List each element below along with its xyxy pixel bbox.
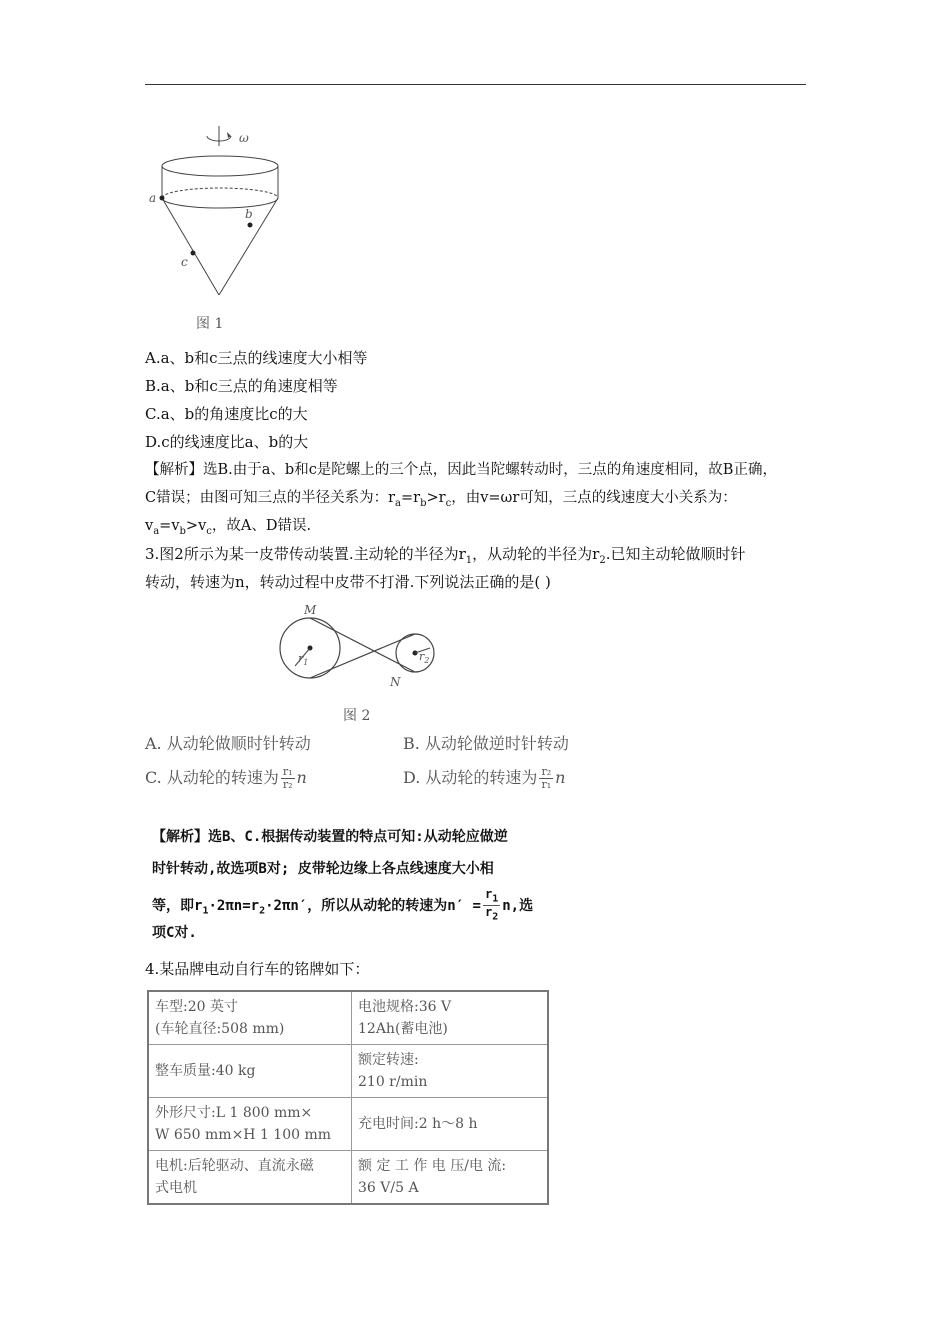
table-cell: 车型:20 英寸 (车轮直径:508 mm) [148,991,352,1045]
q3-option-b: B. 从动轮做逆时针转动 [403,734,569,753]
table-row [148,1151,548,1205]
table-cell: 电池规格:36 V 12Ah(蓄电池) [352,991,549,1045]
figure1-caption: 图 1 [196,316,224,332]
label-r1: $r_1$ [298,652,309,667]
q2-option-b: B.a、b和c三点的角速度相等 [145,377,338,395]
q3-option-c: C. 从动轮的转速为 $\frac{\text{r₁}}{\text{r₂}}$ n [145,765,307,791]
q3-analysis-line1: 【解析】选B、C.根据传动装置的特点可知:从动轮应做逆 [152,829,508,845]
omega-label: ω [239,131,249,145]
table-cell: 额 定 工 作 电 压/电 流: 36 V/5 A [352,1151,549,1205]
table-cell: 额定转速: 210 r/min [352,1045,549,1098]
point-c-label: c [181,255,188,269]
q3-analysis-line2: 时针转动,故选项B对; 皮带轮边缘上各点线速度大小相 [152,861,494,877]
table-cell: 电机:后轮驱动、直流永磁 式电机 [148,1151,352,1205]
q3-option-a: A. 从动轮做顺时针转动 [145,734,311,753]
nameplate-table [147,990,549,1205]
point-b-label: b [245,207,253,221]
label-n: N [390,675,401,689]
header-rule [145,84,806,85]
label-r2: $r_2$ [419,650,430,665]
table-cell: 充电时间:2 h～8 h [352,1098,549,1151]
q3-stem-line2: 转动，转速为n，转动过程中皮带不打滑.下列说法正确的是( ) [145,573,551,591]
table-cell: 整车质量:40 kg [148,1045,352,1098]
table-row [148,1098,548,1151]
q3-option-d: D. 从动轮的转速为 $\frac{\text{r₂}}{\text{r₁}}$ n [403,765,566,791]
table-row [148,991,548,1045]
table-cell: 外形尺寸:L 1 800 mm× W 650 mm×H 1 100 mm [148,1098,352,1151]
q2-analysis-line1: 【解析】选B.由于a、b和c是陀螺上的三个点，因此当陀螺转动时，三点的角速度相同，故B正确， [145,462,777,478]
point-a-label: a [149,191,157,205]
q4-intro: 4.某品牌电动自行车的铭牌如下： [145,960,370,978]
q2-analysis-line2: C错误；由图可知三点的半径关系为：$r_a=r_b>r_c$，由v=ωr可知，三点的线速度大小关系为： [145,490,737,509]
figure2-caption: 图 2 [343,708,371,724]
q2-option-a: A.a、b和c三点的线速度大小相等 [145,349,368,367]
q2-option-c: C.a、b的角速度比c的大 [145,405,308,423]
q3-stem-line1: 3.图2所示为某一皮带传动装置.主动轮的半径为$r_1$，从动轮的半径为$r_2$.已知主动轮做顺时针 [145,545,746,566]
q3-analysis-line3: 等，即$r_1\cdot 2\pi n=r_2\cdot 2\pi n'$，所以从动轮的转速为n′ = $\frac{r_1}{r_2}$ n,选 [152,887,534,923]
table-row [148,1045,548,1098]
q2-option-d: D.c的线速度比a、b的大 [145,433,309,451]
figure1-spinning-top [145,120,295,335]
figure2-belt-drive [270,600,450,690]
label-m: M [304,603,317,617]
q2-analysis-line3: $v_a=v_b>v_c$，故A、D错误. [145,518,312,537]
q3-analysis-line4: 项C对. [152,925,197,941]
